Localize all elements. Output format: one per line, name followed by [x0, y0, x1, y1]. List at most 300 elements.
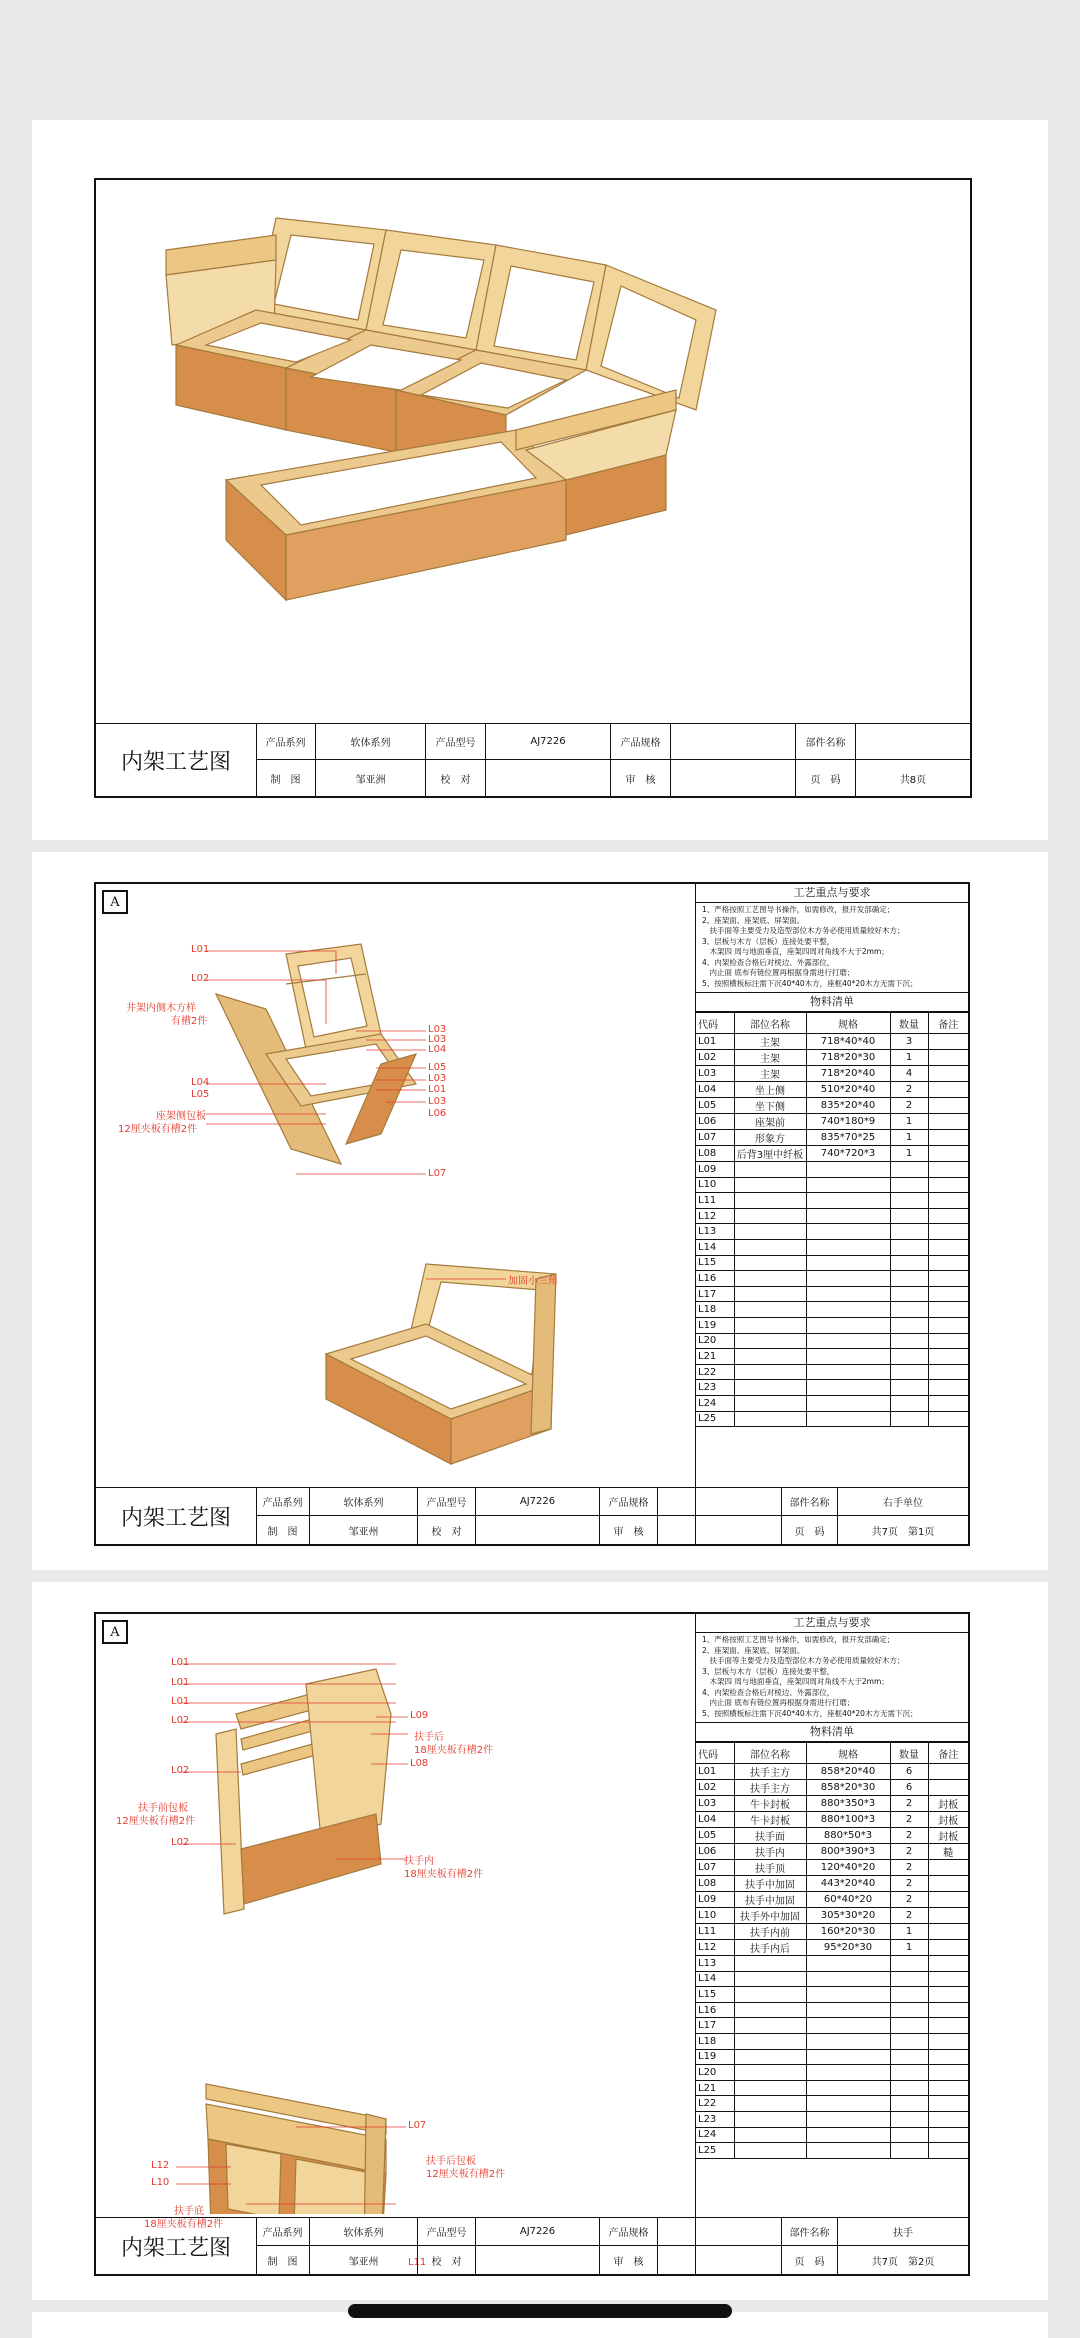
bom-cell [734, 2049, 806, 2065]
bom-cell [734, 1956, 806, 1972]
bom-cell [734, 1177, 806, 1193]
bom-cell: 后背3厘中纤板 [734, 1146, 806, 1162]
bom-cell: L22 [696, 1364, 734, 1380]
label: L02 [171, 1765, 190, 1776]
bom-cell: L02 [696, 1780, 734, 1796]
bom-cell: 坐下侧 [734, 1098, 806, 1114]
bom-cell: 扶手面 [734, 1828, 806, 1844]
bom-cell: L13 [696, 1956, 734, 1972]
label: 有槽2件 [171, 1016, 208, 1027]
bom-cell [928, 1193, 968, 1209]
bom-cell [806, 2049, 890, 2065]
cell: 制 图 [256, 2246, 310, 2274]
bom-cell [928, 1395, 968, 1411]
sheet-frame [94, 178, 972, 798]
bom-cell [928, 1317, 968, 1333]
bom-cell [928, 1146, 968, 1162]
bom-cell [806, 2143, 890, 2159]
bom-cell: L21 [696, 2080, 734, 2096]
cell: 校 对 [418, 1516, 476, 1544]
bom-cell: 835*70*25 [806, 1130, 890, 1146]
label: L01 [171, 1696, 190, 1707]
bom-cell [928, 2127, 968, 2143]
bom-cell [806, 1349, 890, 1365]
bom-cell: L15 [696, 1987, 734, 2003]
cell: 邹亚洲 [316, 760, 426, 796]
bom-cell: 封板 [928, 1796, 968, 1812]
bom-cell [890, 1302, 928, 1318]
bom-cell: L08 [696, 1146, 734, 1162]
cell: 审 核 [600, 1516, 658, 1544]
cell [486, 760, 611, 796]
table-row [696, 1162, 968, 1178]
table-row [696, 1146, 968, 1162]
bom-cell: 120*40*20 [806, 1860, 890, 1876]
bom-cell [890, 2002, 928, 2018]
cell [476, 2246, 600, 2274]
bom-cell [734, 1224, 806, 1240]
bom-cell: 880*350*3 [806, 1796, 890, 1812]
label: L03 [428, 1034, 447, 1045]
bom-cell [734, 2002, 806, 2018]
table-row [696, 1844, 968, 1860]
cell [658, 1516, 782, 1544]
bom-cell [928, 1162, 968, 1178]
bom-cell [734, 2143, 806, 2159]
table-row [696, 1764, 968, 1780]
bom-table [696, 1012, 968, 1427]
bom-cell: L25 [696, 2143, 734, 2159]
label: L08 [410, 1758, 429, 1769]
bom-cell [806, 1956, 890, 1972]
bom-cell [928, 1286, 968, 1302]
bom-cell [928, 2096, 968, 2112]
bom-cell [734, 2033, 806, 2049]
table-row [696, 1828, 968, 1844]
bom-cell: 座架前 [734, 1114, 806, 1130]
logo-icon: A [102, 1620, 128, 1644]
bom-cell: 扶手主方 [734, 1764, 806, 1780]
bom-cell [734, 1255, 806, 1271]
bom-cell [806, 1239, 890, 1255]
bom-cell: 3 [890, 1034, 928, 1050]
bom-cell [928, 2065, 968, 2081]
bom-cell: 扶手内 [734, 1844, 806, 1860]
bom-cell [928, 1956, 968, 1972]
table-row [696, 1349, 968, 1365]
bom-cell: 510*20*40 [806, 1082, 890, 1098]
sofa-frame-illustration [96, 180, 970, 725]
bom-cell: 740*720*3 [806, 1146, 890, 1162]
cell [658, 1488, 782, 1516]
requirements-title: 工艺重点与要求 [696, 1614, 968, 1633]
bom-cell [928, 2002, 968, 2018]
table-row [696, 2002, 968, 2018]
cell: 产品型号 [418, 2218, 476, 2246]
bom-cell: 糙 [928, 1844, 968, 1860]
bom-cell: L01 [696, 1034, 734, 1050]
bom-cell [734, 1987, 806, 2003]
bom-cell [890, 1380, 928, 1396]
title-block [96, 723, 970, 796]
cell [671, 760, 796, 796]
bom-cell [928, 1114, 968, 1130]
table-row [696, 2096, 968, 2112]
bom-cell [890, 1987, 928, 2003]
bom-cell: L11 [696, 1193, 734, 1209]
bom-cell [928, 2080, 968, 2096]
bom-cell: L04 [696, 1812, 734, 1828]
label: 12厘夹板有槽2件 [426, 2169, 506, 2180]
bom-cell: 2 [890, 1082, 928, 1098]
bom-cell [890, 1193, 928, 1209]
cell [658, 2246, 782, 2274]
title-block [96, 1487, 968, 1544]
bom-cell: L20 [696, 2065, 734, 2081]
cell: 产品型号 [418, 1488, 476, 1516]
label: 座架侧包板 [156, 1111, 206, 1122]
bom-cell: L24 [696, 1395, 734, 1411]
bom-cell [890, 1208, 928, 1224]
label: L03 [428, 1096, 447, 1107]
drawing-title: 内架工艺图 [96, 2218, 257, 2274]
seat-frame-illustration [96, 884, 696, 1484]
bom-cell: 740*180*9 [806, 1114, 890, 1130]
bom-cell [890, 1286, 928, 1302]
bom-cell [806, 1395, 890, 1411]
bom-cell [734, 1971, 806, 1987]
cell: 邹亚州 [310, 1516, 418, 1544]
bom-cell: L10 [696, 1908, 734, 1924]
bom-cell: 95*20*30 [806, 1940, 890, 1956]
side-panel [695, 1614, 968, 2274]
bom-header-cell: 代码 [696, 1743, 734, 1764]
table-row [696, 2143, 968, 2159]
cell: 产品系列 [256, 1488, 310, 1516]
label: 加固小三角 [508, 1276, 558, 1287]
bom-cell: 718*20*40 [806, 1066, 890, 1082]
cell: AJ7226 [486, 724, 611, 760]
bom-cell [734, 1286, 806, 1302]
bom-cell [928, 1924, 968, 1940]
bom-cell [806, 1162, 890, 1178]
label: L03 [428, 1024, 447, 1035]
cell: 校 对 [418, 2246, 476, 2274]
bom-cell [734, 2065, 806, 2081]
bom-header-cell: 规格 [806, 1743, 890, 1764]
bom-cell: 主架 [734, 1034, 806, 1050]
label: 扶手后 [414, 1732, 444, 1743]
bom-cell: 2 [890, 1098, 928, 1114]
cell [671, 724, 796, 760]
table-row [696, 1034, 968, 1050]
bom-cell [806, 1317, 890, 1333]
bom-cell [890, 1224, 928, 1240]
bom-cell: L12 [696, 1940, 734, 1956]
cell: 软体系列 [316, 724, 426, 760]
label: L02 [191, 973, 210, 984]
requirements-title: 工艺重点与要求 [696, 884, 968, 903]
label: 18厘夹板有槽2件 [414, 1745, 494, 1756]
bom-cell [806, 2111, 890, 2127]
label: 12厘夹板有槽2件 [116, 1816, 196, 1827]
bom-header-cell: 部位名称 [734, 1013, 806, 1034]
bom-cell: 封板 [928, 1828, 968, 1844]
logo-icon: A [102, 890, 128, 914]
bom-cell: 主架 [734, 1066, 806, 1082]
bom-cell [890, 2065, 928, 2081]
cell: 共8页 [899, 774, 927, 786]
bom-cell [806, 1302, 890, 1318]
bom-cell [928, 1302, 968, 1318]
bom-cell: 1 [890, 1940, 928, 1956]
label: 12厘夹板有槽2件 [118, 1124, 198, 1135]
bom-cell: L19 [696, 2049, 734, 2065]
table-row [696, 1208, 968, 1224]
cell: 产品规格 [600, 1488, 658, 1516]
bom-cell: L17 [696, 1286, 734, 1302]
label: 扶手前包板 [138, 1803, 188, 1814]
bom-cell: L02 [696, 1050, 734, 1066]
table-row [696, 1333, 968, 1349]
bom-cell: 1 [890, 1146, 928, 1162]
bom-cell [890, 2033, 928, 2049]
cell: 部件名称 [782, 1488, 838, 1516]
cell: 共7页 第1页 [871, 1526, 935, 1538]
bom-cell [928, 1971, 968, 1987]
bom-cell: L12 [696, 1208, 734, 1224]
side-panel [695, 884, 968, 1544]
table-row [696, 1940, 968, 1956]
bom-cell [890, 1255, 928, 1271]
bom-cell [890, 1239, 928, 1255]
bom-cell: L10 [696, 1177, 734, 1193]
table-row [696, 1286, 968, 1302]
table-row [696, 1876, 968, 1892]
bom-cell [890, 2143, 928, 2159]
bom-cell [928, 1224, 968, 1240]
table-row [696, 1411, 968, 1427]
bom-cell [806, 2033, 890, 2049]
table-row [696, 1224, 968, 1240]
bom-cell: 1 [890, 1924, 928, 1940]
table-row [696, 1302, 968, 1318]
label: 18厘夹板有槽2件 [404, 1869, 484, 1880]
bom-cell: L21 [696, 1349, 734, 1365]
cell: 制 图 [256, 760, 316, 796]
sheet-frame [94, 882, 970, 1546]
cell: 软体系列 [310, 1488, 418, 1516]
bom-cell [928, 1239, 968, 1255]
bom-title: 物料清单 [696, 993, 968, 1012]
bom-cell: L01 [696, 1764, 734, 1780]
cell: 产品型号 [426, 724, 486, 760]
bom-cell [928, 1130, 968, 1146]
bom-cell [806, 1208, 890, 1224]
bom-cell: L24 [696, 2127, 734, 2143]
bom-cell: 800*390*3 [806, 1844, 890, 1860]
cell [856, 724, 970, 760]
bom-cell: L03 [696, 1796, 734, 1812]
cell [658, 2218, 782, 2246]
cell: 产品规格 [600, 2218, 658, 2246]
table-row [696, 1255, 968, 1271]
bom-cell [806, 1255, 890, 1271]
bom-cell [734, 1162, 806, 1178]
bom-cell [928, 1177, 968, 1193]
label: L07 [408, 2120, 427, 2131]
bom-cell [806, 1271, 890, 1287]
label: 井架内侧木方样 [126, 1003, 196, 1014]
table-row [696, 1796, 968, 1812]
bom-cell: 443*20*40 [806, 1876, 890, 1892]
table-row [696, 1971, 968, 1987]
label: L01 [428, 1084, 447, 1095]
bom-cell [806, 2002, 890, 2018]
bom-header-cell: 规格 [806, 1013, 890, 1034]
bom-cell: L18 [696, 1302, 734, 1318]
bom-cell [734, 1239, 806, 1255]
label: L01 [171, 1677, 190, 1688]
bom-cell: 2 [890, 1812, 928, 1828]
label: L04 [191, 1077, 210, 1088]
label: L01 [171, 1657, 190, 1668]
table-row [696, 1956, 968, 1972]
bom-cell [928, 1860, 968, 1876]
bom-cell [928, 1050, 968, 1066]
cell: 产品规格 [611, 724, 671, 760]
bom-cell: L19 [696, 1317, 734, 1333]
bom-cell [890, 1317, 928, 1333]
bom-cell: L14 [696, 1971, 734, 1987]
bom-cell: 6 [890, 1780, 928, 1796]
table-row [696, 1098, 968, 1114]
bom-cell [890, 2111, 928, 2127]
bom-cell [928, 2111, 968, 2127]
table-row [696, 2111, 968, 2127]
bom-cell [928, 1764, 968, 1780]
bom-cell [734, 1271, 806, 1287]
bom-cell: 2 [890, 1908, 928, 1924]
bom-cell [806, 1177, 890, 1193]
bom-header-cell: 数量 [890, 1013, 928, 1034]
bom-cell [928, 2018, 968, 2034]
bom-header-cell: 部位名称 [734, 1743, 806, 1764]
bom-title: 物料清单 [696, 1723, 968, 1742]
table-row [696, 2018, 968, 2034]
bom-cell [890, 2049, 928, 2065]
bom-cell [928, 1364, 968, 1380]
bom-cell: 扶手外中加固 [734, 1908, 806, 1924]
bom-cell: L15 [696, 1255, 734, 1271]
bom-cell [928, 2049, 968, 2065]
table-row [696, 1050, 968, 1066]
bom-cell [806, 1193, 890, 1209]
drawing-sheet-1 [32, 120, 1048, 840]
table-row [696, 1239, 968, 1255]
bom-cell: 880*50*3 [806, 1828, 890, 1844]
cell: 共7页 第2页 [871, 2256, 935, 2268]
bom-cell: L06 [696, 1114, 734, 1130]
bom-cell: 扶手顶 [734, 1860, 806, 1876]
table-row [696, 1193, 968, 1209]
bom-cell: L08 [696, 1876, 734, 1892]
bom-cell: 形象方 [734, 1130, 806, 1146]
bom-cell [890, 1349, 928, 1365]
label: L01 [191, 944, 210, 955]
label: L10 [151, 2177, 170, 2188]
bom-cell [928, 1411, 968, 1427]
table-row [696, 2080, 968, 2096]
bom-cell [734, 2018, 806, 2034]
bom-cell: L20 [696, 1333, 734, 1349]
table-row [696, 2065, 968, 2081]
bom-header-cell: 备注 [928, 1743, 968, 1764]
bom-header-cell: 备注 [928, 1013, 968, 1034]
bom-cell [928, 1780, 968, 1796]
bom-cell: 主架 [734, 1050, 806, 1066]
label: L05 [428, 1062, 447, 1073]
bom-cell [890, 1395, 928, 1411]
bom-cell [890, 2080, 928, 2096]
label: L11 [408, 2257, 427, 2268]
bom-cell [890, 1271, 928, 1287]
label: L07 [428, 1168, 447, 1179]
cell: 右手单位 [838, 1488, 968, 1516]
bom-cell: 858*20*30 [806, 1780, 890, 1796]
bom-cell [734, 1208, 806, 1224]
bom-cell: L11 [696, 1924, 734, 1940]
bom-cell [806, 1380, 890, 1396]
bom-cell: 160*20*30 [806, 1924, 890, 1940]
bom-cell: L23 [696, 1380, 734, 1396]
bom-cell [928, 1892, 968, 1908]
table-row [696, 1395, 968, 1411]
bom-header-cell: 代码 [696, 1013, 734, 1034]
bom-cell [890, 1177, 928, 1193]
label: L04 [428, 1044, 447, 1055]
bom-cell [890, 2018, 928, 2034]
bom-cell: 1 [890, 1050, 928, 1066]
label: L02 [171, 1715, 190, 1726]
cell [476, 1516, 600, 1544]
bom-cell: 4 [890, 1066, 928, 1082]
bom-cell: 2 [890, 1844, 928, 1860]
bom-cell: L17 [696, 2018, 734, 2034]
bom-cell [928, 1333, 968, 1349]
bom-cell [806, 1364, 890, 1380]
table-row [696, 1892, 968, 1908]
bom-cell: L07 [696, 1130, 734, 1146]
bom-cell: L06 [696, 1844, 734, 1860]
bom-cell: 305*30*20 [806, 1908, 890, 1924]
bom-cell: 835*20*40 [806, 1098, 890, 1114]
bom-cell [734, 2096, 806, 2112]
bom-cell [928, 1876, 968, 1892]
table-row [696, 1987, 968, 2003]
home-indicator[interactable] [348, 2304, 732, 2318]
cell: 页 码 [782, 2246, 838, 2274]
bom-cell: 扶手主方 [734, 1780, 806, 1796]
cell: 部件名称 [782, 2218, 838, 2246]
bom-cell: 封板 [928, 1812, 968, 1828]
table-row [696, 2033, 968, 2049]
bom-cell [928, 1082, 968, 1098]
bom-cell [734, 1349, 806, 1365]
requirements-list: 1、严格按照工艺图导书操作，如需修改，报开发部确定； 2、座架面、座架底、屏架面。 扶手面等主要受力及造型部位木方务必使用质量较好木方； 3、层板与木方（层板）连接处要平整， 木架四 周与地面垂直，座架四周对角线不大于2mm； 4、内架检查合格后对棱边、外露部位， 内止面 底布有链位置再根据身需进行打磨； 5、按照横板标注需下沉40*40木方，座框40*20木方无需下沉； [696, 1633, 968, 1723]
bom-cell [806, 1333, 890, 1349]
bom-cell: L18 [696, 2033, 734, 2049]
